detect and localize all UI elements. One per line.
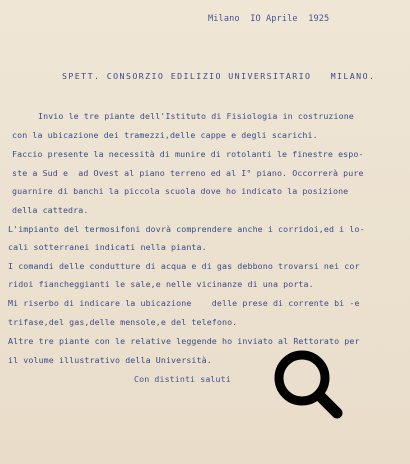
body-line: L'impianto del termosifoni dovrà comprendere anche i corridoi,ed i lo- — [8, 224, 365, 234]
letter-closing: Con distinti saluti — [134, 374, 231, 384]
body-line: ste a Sud e ad Ovest al piano terreno ed al I° piano. Occorrerà pure — [12, 168, 364, 178]
letter-date: Milano IO Aprile 1925 — [208, 14, 330, 24]
body-line: trifase,del gas,delle mensole,e del telefono. — [8, 317, 238, 327]
body-line: il volume illustrativo della Università. — [8, 355, 212, 365]
body-line: Altre tre piante con le relative leggende ho inviato al Rettorato per — [8, 336, 360, 346]
body-line: Mi riserbo di indicare la ubicazione delle prese di corrente bi -e — [8, 298, 360, 308]
body-line: Faccio presente la necessità di munire di rotolanti le finestre espo- — [12, 149, 364, 159]
body-line: guarnire di banchi la piccola scuola dove ho indicato la posizione — [12, 186, 349, 196]
body-line: con la ubicazione dei tramezzi,delle cappe e degli scarichi. — [12, 130, 318, 140]
body-line: I comandi delle condutture di acqua e di gas debbono trovarsi nei cor — [8, 261, 360, 271]
body-line: cali sotterranei indicati nella pianta. — [8, 242, 207, 252]
body-line: Invio le tre piante dell'Istituto di Fisiologia in costruzione — [38, 111, 354, 121]
magnifier-icon[interactable] — [270, 338, 370, 428]
body-line: ridoi fiancheggianti le sale,e nelle vicinanze di una porta. — [8, 279, 314, 289]
body-line: della cattedra. — [12, 205, 89, 215]
letter-addressee: SPETT. CONSORZIO EDILIZIO UNIVERSITARIO MILANO. — [62, 71, 376, 81]
zoom-button[interactable] — [270, 338, 370, 428]
